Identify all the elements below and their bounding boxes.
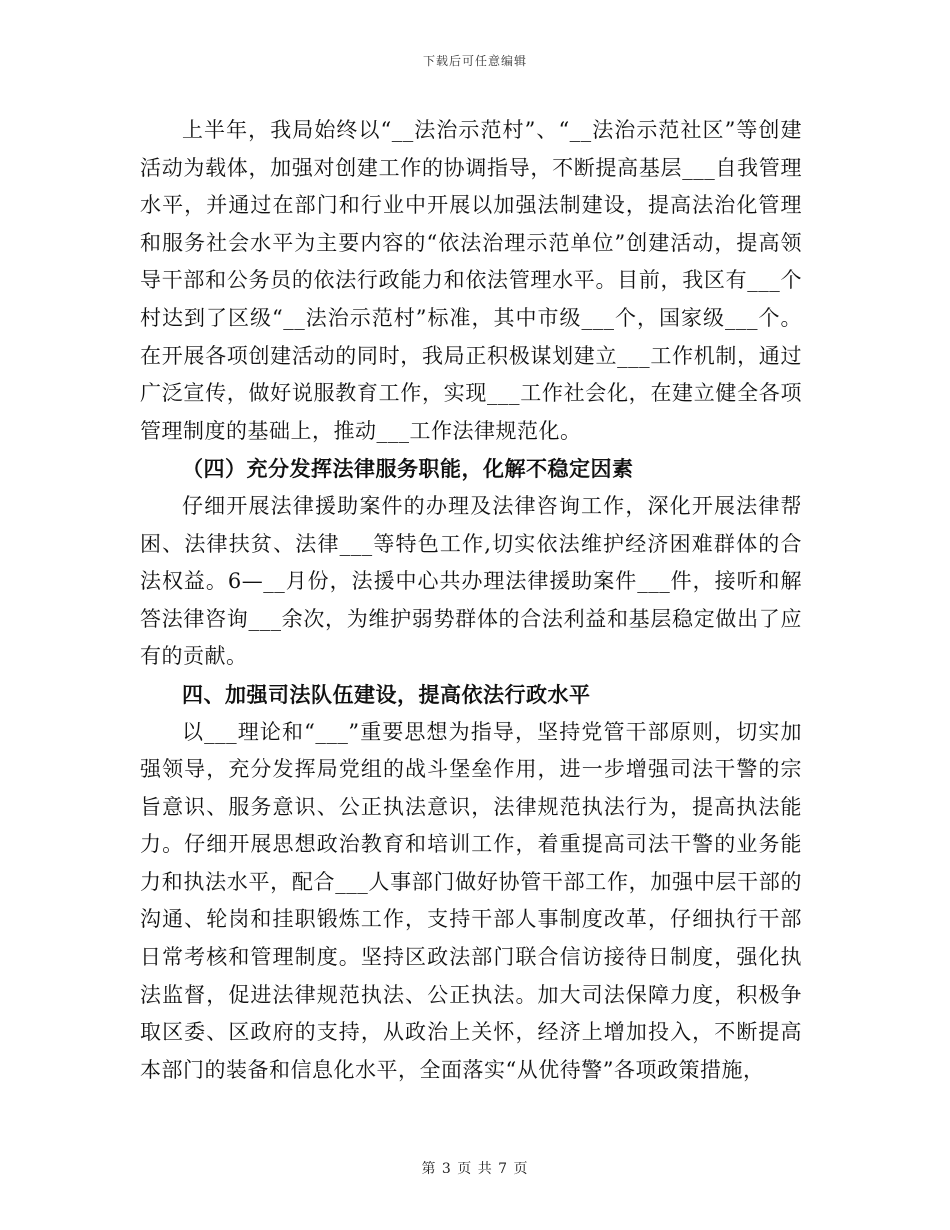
paragraph-creation-activities: 上半年，我局始终以“__法治示范村”、“__法治示范社区”等创建活动为载体，加强对创建工作的协调指导，不断提高基层___自我管理水平，并通过在部门和行业中开展以加强法制建设，提高法治化管理和服务社会水平为主要内容的“依法治理示范单位”创建活动，提高领导干部和公务员的依法行政能力和依法管理水平。目前，我区有___个村达到了区级“__法治示范村”标准，其中市级___个，国家级___个。在开展各项创建活动的同时，我局正积极谋划建立___工作机制，通过广泛宣传，做好说服教育工作，实现___工作社会化，在建立健全各项管理制度的基础上，推动___工作法律规范化。 <box>140 118 802 443</box>
page-header: 下载后可任意编辑 <box>422 54 527 68</box>
paragraph-team-building: 以___理论和“___”重要思想为指导，坚持党管干部原则，切实加强领导，充分发挥局党组的战斗堡垒作用，进一步增强司法干警的宗旨意识、服务意识、公正执法意识，法律规范执法行为，提高执法能力。仔细开展思想政治教育和培训工作，着重提高司法干警的业务能力和执法水平，配合___人事部门做好协管干部工作，加强中层干部的沟通、轮岗和挂职锻炼工作，支持干部人事制度改革，仔细执行干部日常考核和管理制度。坚持区政法部门联合信访接待日制度，强化执法监督，促进法律规范执法、公正执法。加大司法保障力度，积极争取区委、区政府的支持，从政治上关怀，经济上增加投入，不断提高本部门的装备和信息化水平，全面落实“从优待警”各项政策措施， <box>140 719 802 1082</box>
section-heading-team-building: 四、加强司法队伍建设，提高依法行政水平 <box>182 681 591 707</box>
document-body <box>140 112 802 1089</box>
section-heading-legal-services: （四）充分发挥法律服务职能，化解不稳定因素 <box>182 456 634 482</box>
page-footer: 第 3 页 共 7 页 <box>421 1161 529 1177</box>
paragraph-legal-aid: 仔细开展法律援助案件的办理及法律咨询工作，深化开展法律帮困、法律扶贫、法律___等特色工作,切实依法维护经济困难群体的合法权益。6—__月份，法援中心共办理法律援助案件___件，接听和解答法律咨询___余次，为维护弱势群体的合法利益和基层稳定做出了应有的贡献。 <box>140 493 802 669</box>
